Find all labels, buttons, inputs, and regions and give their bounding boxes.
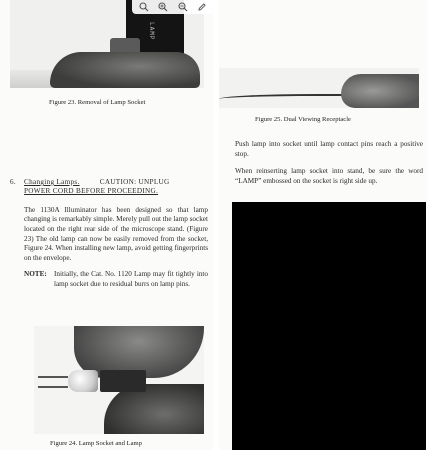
zoom-in-icon [158,2,168,12]
fingers [341,74,419,108]
left-page [0,0,213,450]
lamp-change-paragraph: The 1130A Illuminator has been designed so that lamp changing is remarkably simple. Merely pull out the lamp socket located on the right rear side of the microscope stand. (Figure 23) The old lamp can now be easily removed from the socket, Figure 24. When installing new lamp, avoid getting fingerprints on the envelope. [24,205,208,262]
section-6 [10,178,208,290]
figure-23-caption: Figure 23. Removal of Lamp Socket [49,99,146,106]
note-text: Initially, the Cat. No. 1120 Lamp may fit tightly into lamp socket due to residual burrs on lamp pins. [54,270,208,288]
lamp-stamp-text: LAMP [148,22,155,41]
caution-line-1: CAUTION: UNPLUG [99,178,170,186]
lamp-pin [38,376,68,378]
zoom-out-icon [178,2,188,12]
caution-line-2: POWER CORD BEFORE PROCEEDING. [24,187,159,196]
search-icon [139,2,149,12]
lamp-socket [100,370,146,392]
figure-24-photo [34,326,204,434]
note-label: NOTE: [24,270,47,279]
figure-25-caption: Figure 25. Dual Viewing Receptacle [255,116,351,123]
reinsert-socket-paragraph: When reinserting lamp socket into stand, be sure the word “LAMP” embossed on the socket is right side up. [235,167,423,185]
section-title: Changing Lamps. [24,178,80,186]
push-lamp-paragraph: Push lamp into socket until lamp contact pins reach a positive stop. [235,140,423,158]
viewer-toolbar [132,0,213,14]
note-block [10,270,208,289]
figure-24-caption: Figure 24. Lamp Socket and Lamp [50,440,142,447]
hand [50,52,200,88]
zoom-out-button[interactable] [175,0,191,14]
redacted-black-region [232,202,426,450]
edit-button[interactable] [194,0,210,14]
section-heading [10,178,208,197]
lamp-bulb [68,370,98,392]
lamp-pin [38,386,68,388]
search-button[interactable] [136,0,152,14]
section-number: 6. [10,178,16,186]
right-page-text [235,140,423,194]
figure-25-photo [219,68,419,108]
zoom-in-button[interactable] [155,0,171,14]
edit-icon [197,2,207,12]
